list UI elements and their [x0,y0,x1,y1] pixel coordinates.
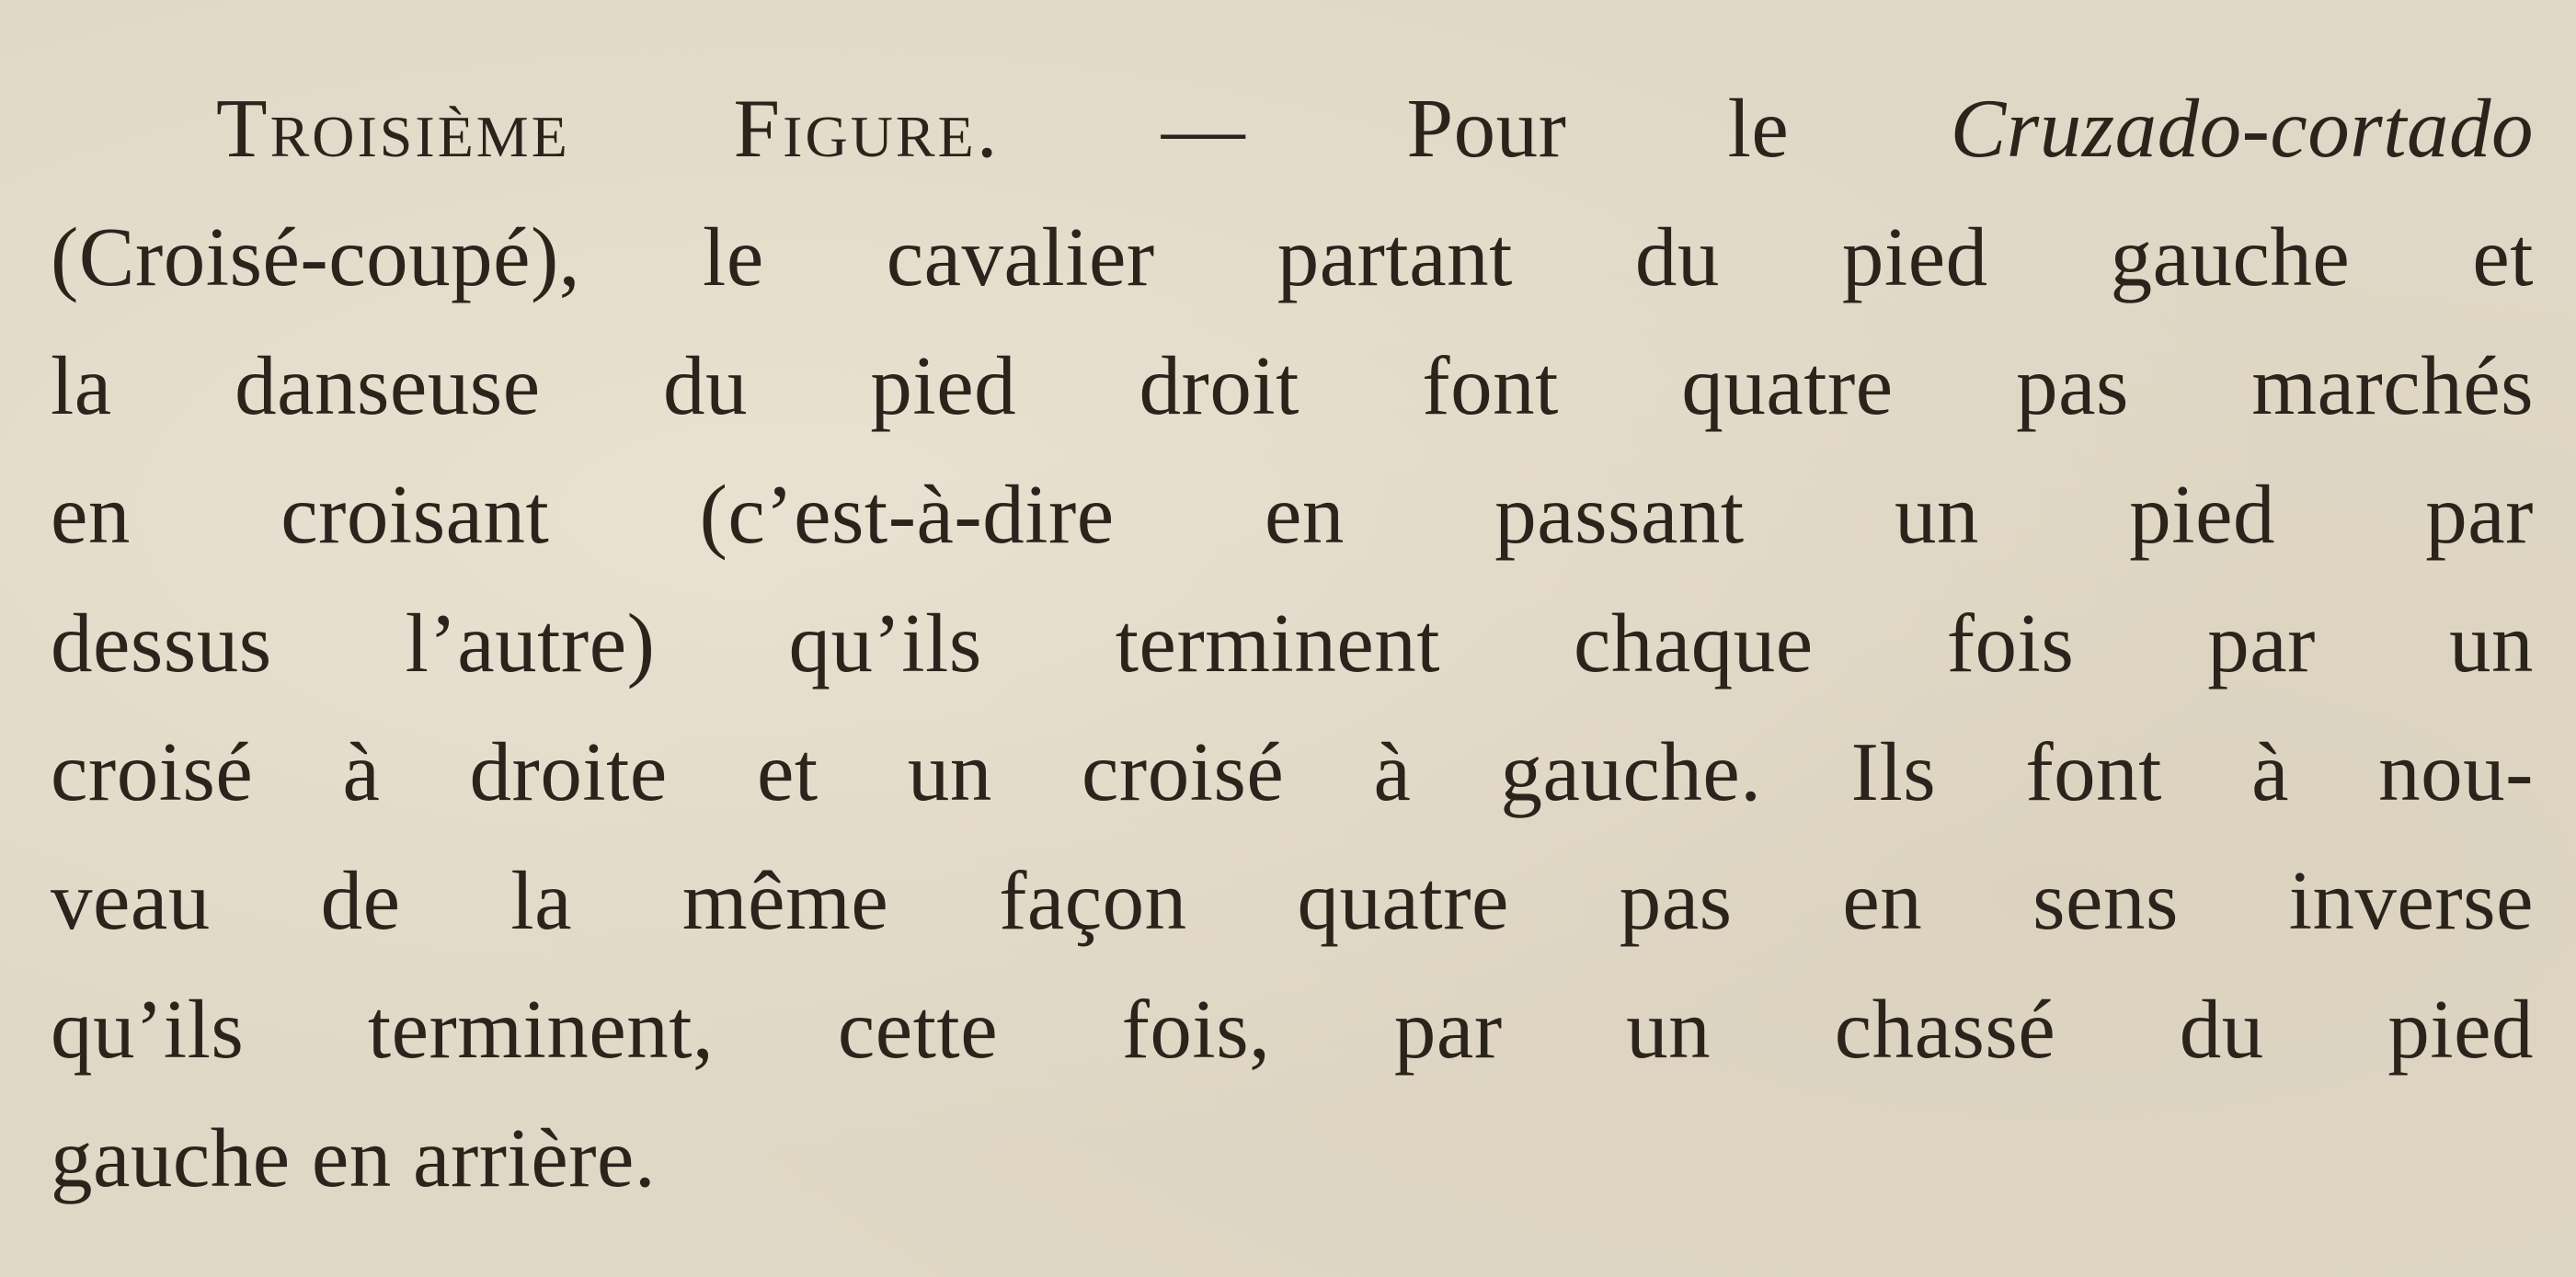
text-line-4: en croisant (c’est-à-dire en passant un pied par [51,468,2534,561]
text-line-6: croisé à droite et un croisé à gauche. Ils font à nou- [51,725,2534,818]
text-line-7: veau de la même façon quatre pas en sens inverse [51,854,2534,947]
text-line-1 [51,64,2534,193]
section-heading: Troisième Figure. [216,82,1001,175]
dance-name: Cruzado-cortado [1950,82,2534,175]
text-line-5: dessus l’autre) qu’ils terminent chaque fois par un [51,597,2534,690]
text-line-8: qu’ils terminent, cette fois, par un chassé du pied [51,983,2534,1076]
text-line-3: la danseuse du pied droit font quatre pas marchés [51,339,2534,432]
text-paragraph [51,64,2534,1223]
text-line-2: (Croisé-coupé), le cavalier partant du pied gauche et [51,211,2534,303]
heading-dash: — Pour le [1000,82,1951,175]
text-line-9: gauche en arrière. [51,1112,657,1204]
